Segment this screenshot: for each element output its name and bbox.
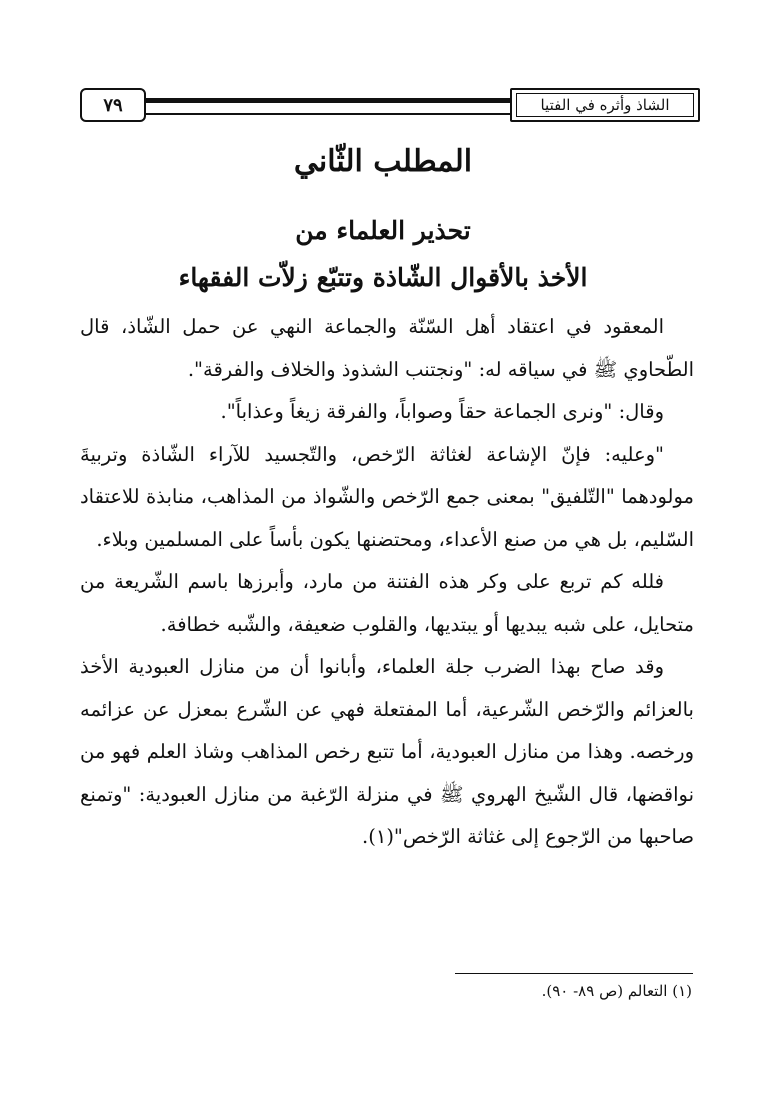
footnote-separator (455, 973, 693, 974)
chapter-title-line-2: الأخذ بالأقوال الشّاذة وتتبّع زلاّت الفقهاء (178, 263, 588, 292)
page-number (80, 88, 146, 122)
header-rule (146, 98, 510, 115)
paragraph-1: المعقود في اعتقاد أهل السّنّة والجماعة النهي عن حمل الشّاذ، قال الطّحاوي ﷺ في سياقه له: "ونجتنب الشذوذ والخلاف والفرقة". (80, 315, 694, 381)
running-title (510, 88, 700, 122)
chapter-title-line-1: تحذير العلماء من (295, 216, 471, 245)
paragraph-3: "وعليه: فإنّ الإشاعة لغثاثة الرّخص، والتّجسيد للآراء الشّاذة وتربيةَ مولودهما "التّلفيق" بمعنى جمع الرّخص والشّواذ من المذاهب، منابذة للاعتقاد السّليم، بل هي من صنع الأعداء، ومحتضنها يكون بأساً على المسلمين وبلاء. (80, 442, 694, 551)
footnote: (١) التعالم (ص ٨٩- ٩٠). (541, 982, 692, 1000)
page-header (80, 88, 700, 128)
running-title-text: الشاذ وأثره في الفتيا (540, 96, 670, 114)
paragraph-5: وقد صاح بهذا الضرب جلة العلماء، وأبانوا أن من منازل العبودية الأخذ بالعزائم والرّخص الشّرعية، أما المفتعلة فهي عن الشّرع بمعزل عن عزائمه ورخصه. وهذا من منازل العبودية، أما تتبع رخص المذاهب وشاذ العلم فهو من نواقضها، قال الشّيخ الهروي ﷺ في منزلة الرّغبة من منازل العبودية: "وتمنع صاحبها من الرّجوع إلى غثاثة الرّخص"(١). (80, 655, 694, 848)
page-number-text: ٧٩ (103, 94, 123, 116)
paragraph-2: وقال: "ونرى الجماعة حقاً وصواباً، والفرقة زيغاً وعذاباً". (220, 400, 664, 423)
body-text (80, 306, 694, 859)
section-heading: المطلب الثّاني (293, 144, 473, 179)
paragraph-4: فلله كم تربع على وكر هذه الفتنة من مارد، وأبرزها باسم الشّريعة من متحايل، على شبه يبديها أو يبتديها، والقلوب ضعيفة، والشّبه خطافة. (80, 570, 694, 636)
